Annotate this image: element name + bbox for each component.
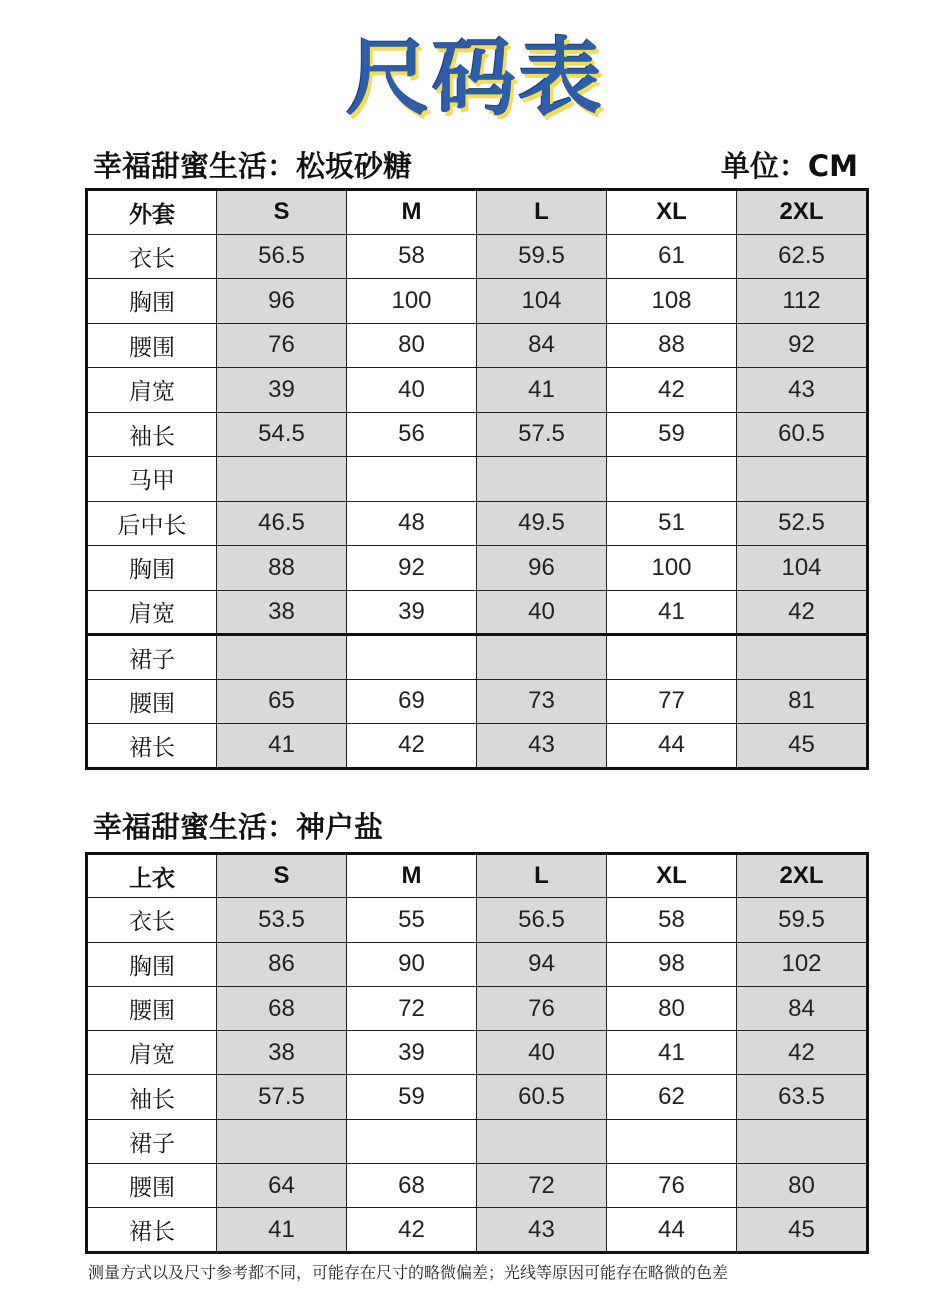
measurement-cell: 76 bbox=[607, 1164, 737, 1208]
measurement-cell: 42 bbox=[347, 724, 477, 769]
measurement-cell: 55 bbox=[347, 898, 477, 942]
table-row bbox=[87, 679, 868, 724]
measurement-cell: 59 bbox=[607, 412, 737, 457]
measurement-cell: 48 bbox=[347, 501, 477, 546]
measurement-cell: 90 bbox=[347, 942, 477, 986]
row-label: 胸围 bbox=[87, 942, 217, 986]
measurement-cell bbox=[737, 457, 868, 502]
measurement-cell: 104 bbox=[477, 279, 607, 324]
measurement-cell: 40 bbox=[477, 1031, 607, 1075]
measurement-cell: 62 bbox=[607, 1075, 737, 1119]
measurement-cell: 84 bbox=[737, 986, 868, 1030]
size-header-cell: 2XL bbox=[737, 190, 868, 235]
measurement-cell: 54.5 bbox=[217, 412, 347, 457]
measurement-cell: 52.5 bbox=[737, 501, 868, 546]
table-header-row bbox=[87, 190, 868, 235]
row-label: 腰围 bbox=[87, 323, 217, 368]
measurement-cell: 94 bbox=[477, 942, 607, 986]
row-label: 肩宽 bbox=[87, 368, 217, 413]
measurement-cell: 62.5 bbox=[737, 234, 868, 279]
row-label: 上衣 bbox=[87, 854, 217, 898]
measurement-cell: 56.5 bbox=[477, 898, 607, 942]
table-row bbox=[87, 1075, 868, 1119]
measurement-cell: 100 bbox=[607, 546, 737, 591]
measurement-cell: 68 bbox=[347, 1164, 477, 1208]
table-row bbox=[87, 986, 868, 1030]
row-label: 肩宽 bbox=[87, 1031, 217, 1075]
measurement-cell: 46.5 bbox=[217, 501, 347, 546]
measurement-cell: 41 bbox=[217, 724, 347, 769]
table-row bbox=[87, 898, 868, 942]
measurement-cell bbox=[607, 1119, 737, 1163]
section1-heading: 幸福甜蜜生活：松坂砂糖 bbox=[93, 149, 413, 183]
measurement-cell: 96 bbox=[217, 279, 347, 324]
measurement-cell: 77 bbox=[607, 679, 737, 724]
measurement-cell bbox=[737, 635, 868, 680]
measurement-cell: 76 bbox=[477, 986, 607, 1030]
row-label: 马甲 bbox=[87, 457, 217, 502]
measurement-cell bbox=[347, 1119, 477, 1163]
row-label: 裙子 bbox=[87, 1119, 217, 1163]
size-header-cell: S bbox=[217, 190, 347, 235]
size-table-kobe bbox=[85, 852, 869, 1254]
size-header-cell: L bbox=[477, 854, 607, 898]
size-header-cell: XL bbox=[607, 854, 737, 898]
table-row bbox=[87, 1031, 868, 1075]
measurement-cell bbox=[217, 1119, 347, 1163]
table-row bbox=[87, 1208, 868, 1252]
measurement-cell: 72 bbox=[347, 986, 477, 1030]
measurement-cell bbox=[217, 635, 347, 680]
measurement-cell: 42 bbox=[737, 1031, 868, 1075]
measurement-cell: 38 bbox=[217, 590, 347, 635]
measurement-cell bbox=[477, 635, 607, 680]
table-row bbox=[87, 1119, 868, 1163]
table-row bbox=[87, 590, 868, 635]
measurement-cell bbox=[607, 635, 737, 680]
table-row bbox=[87, 412, 868, 457]
table-row bbox=[87, 546, 868, 591]
measurement-cell: 61 bbox=[607, 234, 737, 279]
row-label: 腰围 bbox=[87, 679, 217, 724]
measurement-cell: 80 bbox=[347, 323, 477, 368]
measurement-cell: 80 bbox=[737, 1164, 868, 1208]
measurement-cell: 84 bbox=[477, 323, 607, 368]
measurement-cell bbox=[477, 1119, 607, 1163]
measurement-cell: 43 bbox=[477, 724, 607, 769]
table-header-row bbox=[87, 854, 868, 898]
measurement-cell: 43 bbox=[477, 1208, 607, 1252]
size-header-cell: M bbox=[347, 854, 477, 898]
measurement-cell: 42 bbox=[607, 368, 737, 413]
measurement-cell: 108 bbox=[607, 279, 737, 324]
measurement-cell: 88 bbox=[217, 546, 347, 591]
measurement-cell: 40 bbox=[477, 590, 607, 635]
measurement-cell bbox=[737, 1119, 868, 1163]
measurement-cell bbox=[607, 457, 737, 502]
measurement-cell: 41 bbox=[217, 1208, 347, 1252]
measurement-cell: 43 bbox=[737, 368, 868, 413]
table-row bbox=[87, 234, 868, 279]
row-label: 袖长 bbox=[87, 1075, 217, 1119]
measurement-cell: 41 bbox=[607, 590, 737, 635]
measurement-cell: 51 bbox=[607, 501, 737, 546]
measurement-cell: 59 bbox=[347, 1075, 477, 1119]
row-label: 外套 bbox=[87, 190, 217, 235]
measurement-cell: 39 bbox=[347, 1031, 477, 1075]
measurement-cell: 59.5 bbox=[737, 898, 868, 942]
measurement-cell: 58 bbox=[607, 898, 737, 942]
measurement-cell bbox=[347, 457, 477, 502]
measurement-cell: 57.5 bbox=[477, 412, 607, 457]
measurement-cell: 80 bbox=[607, 986, 737, 1030]
measurement-cell: 72 bbox=[477, 1164, 607, 1208]
measurement-cell: 57.5 bbox=[217, 1075, 347, 1119]
measurement-cell: 39 bbox=[347, 590, 477, 635]
table-row bbox=[87, 279, 868, 324]
table-row bbox=[87, 724, 868, 769]
row-label: 肩宽 bbox=[87, 590, 217, 635]
measurement-cell: 63.5 bbox=[737, 1075, 868, 1119]
size-table-matsuzaka bbox=[85, 188, 869, 770]
measurement-cell: 73 bbox=[477, 679, 607, 724]
row-label: 后中长 bbox=[87, 501, 217, 546]
row-label: 胸围 bbox=[87, 546, 217, 591]
measurement-cell: 41 bbox=[477, 368, 607, 413]
row-label: 腰围 bbox=[87, 986, 217, 1030]
measurement-cell: 98 bbox=[607, 942, 737, 986]
table-row bbox=[87, 1164, 868, 1208]
measurement-cell: 38 bbox=[217, 1031, 347, 1075]
measurement-cell: 88 bbox=[607, 323, 737, 368]
size-header-cell: L bbox=[477, 190, 607, 235]
row-label: 裙长 bbox=[87, 1208, 217, 1252]
measurement-cell: 42 bbox=[347, 1208, 477, 1252]
table-row bbox=[87, 501, 868, 546]
measurement-cell: 92 bbox=[737, 323, 868, 368]
measurement-cell: 81 bbox=[737, 679, 868, 724]
measurement-cell: 100 bbox=[347, 279, 477, 324]
size-header-cell: M bbox=[347, 190, 477, 235]
measurement-cell: 42 bbox=[737, 590, 868, 635]
table-row bbox=[87, 457, 868, 502]
measurement-cell: 56.5 bbox=[217, 234, 347, 279]
table-row bbox=[87, 368, 868, 413]
measurement-cell: 69 bbox=[347, 679, 477, 724]
size-header-cell: S bbox=[217, 854, 347, 898]
measurement-cell: 64 bbox=[217, 1164, 347, 1208]
measurement-cell: 92 bbox=[347, 546, 477, 591]
measurement-cell: 96 bbox=[477, 546, 607, 591]
row-label: 袖长 bbox=[87, 412, 217, 457]
measurement-cell: 45 bbox=[737, 724, 868, 769]
measurement-cell: 76 bbox=[217, 323, 347, 368]
measurement-cell: 39 bbox=[217, 368, 347, 413]
page-title: 尺码表 bbox=[345, 29, 604, 127]
measurement-cell: 56 bbox=[347, 412, 477, 457]
measurement-cell bbox=[347, 635, 477, 680]
measurement-cell: 102 bbox=[737, 942, 868, 986]
measurement-cell: 45 bbox=[737, 1208, 868, 1252]
size-header-cell: 2XL bbox=[737, 854, 868, 898]
measurement-cell: 60.5 bbox=[737, 412, 868, 457]
measurement-cell: 41 bbox=[607, 1031, 737, 1075]
measurement-cell: 112 bbox=[737, 279, 868, 324]
size-header-cell: XL bbox=[607, 190, 737, 235]
measurement-cell bbox=[217, 457, 347, 502]
table-row bbox=[87, 323, 868, 368]
measurement-cell: 58 bbox=[347, 234, 477, 279]
measurement-cell: 104 bbox=[737, 546, 868, 591]
table-row bbox=[87, 635, 868, 680]
measurement-cell: 86 bbox=[217, 942, 347, 986]
row-label: 胸围 bbox=[87, 279, 217, 324]
measurement-cell: 49.5 bbox=[477, 501, 607, 546]
measurement-cell bbox=[477, 457, 607, 502]
unit-label: 单位：CM bbox=[720, 149, 858, 183]
table-row bbox=[87, 942, 868, 986]
footnote: 测量方式以及尺寸参考都不同，可能存在尺寸的略微偏差；光线等原因可能存在略微的色差 bbox=[88, 1263, 729, 1282]
measurement-cell: 68 bbox=[217, 986, 347, 1030]
row-label: 裙长 bbox=[87, 724, 217, 769]
row-label: 衣长 bbox=[87, 234, 217, 279]
measurement-cell: 65 bbox=[217, 679, 347, 724]
row-label: 裙子 bbox=[87, 635, 217, 680]
section2-heading: 幸福甜蜜生活：神户盐 bbox=[93, 810, 384, 844]
measurement-cell: 59.5 bbox=[477, 234, 607, 279]
measurement-cell: 53.5 bbox=[217, 898, 347, 942]
measurement-cell: 60.5 bbox=[477, 1075, 607, 1119]
row-label: 衣长 bbox=[87, 898, 217, 942]
measurement-cell: 44 bbox=[607, 724, 737, 769]
measurement-cell: 44 bbox=[607, 1208, 737, 1252]
row-label: 腰围 bbox=[87, 1164, 217, 1208]
measurement-cell: 40 bbox=[347, 368, 477, 413]
